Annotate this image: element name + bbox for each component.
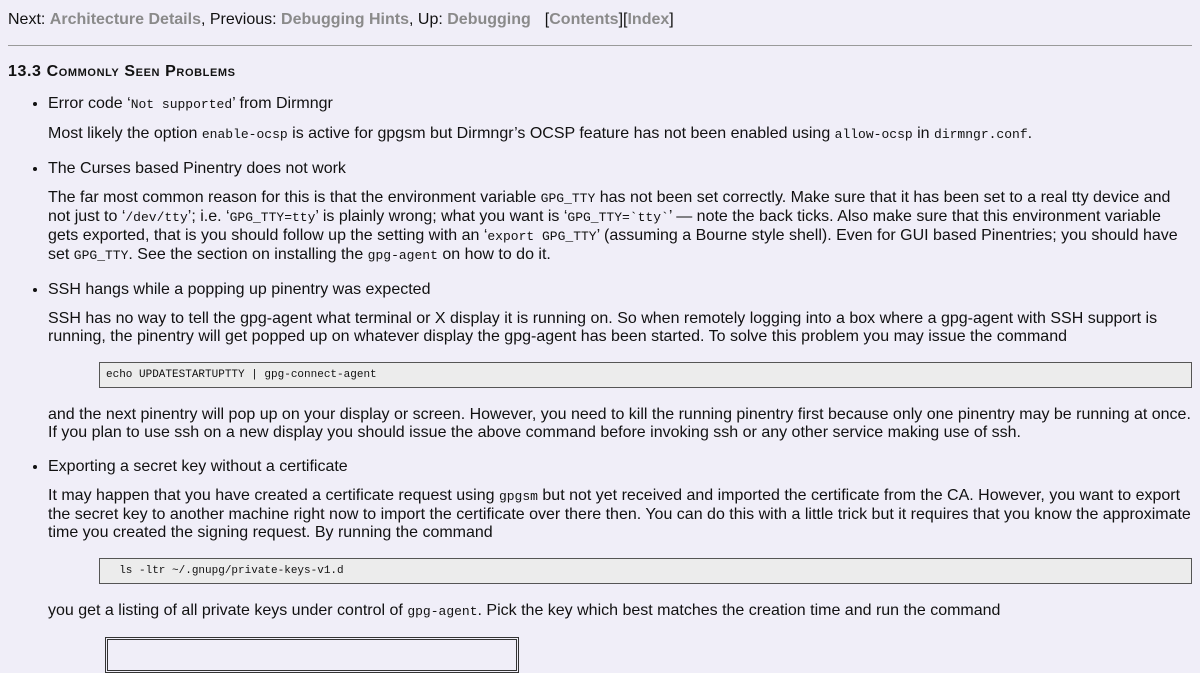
code: enable-ocsp: [201, 127, 288, 142]
code: gpg-agent: [367, 248, 438, 263]
text: ’; i.e. ‘: [187, 208, 230, 225]
text: It may happen that you have created a certificate request using: [48, 487, 499, 504]
text: ’ — note the back ticks. Also make sure that this environment variable gets exported, that is you should follow up the setting with an ‘: [48, 208, 1161, 244]
text: Most likely the option: [48, 125, 202, 142]
code: /dev/tty: [125, 210, 188, 225]
item-paragraph: [48, 602, 1192, 621]
contents-link[interactable]: Contents: [549, 11, 619, 28]
previous-link[interactable]: Debugging Hints: [281, 11, 409, 28]
text: Error code ‘: [48, 95, 131, 112]
up-label: , Up:: [409, 11, 443, 28]
item-paragraph: [48, 125, 1192, 144]
text: on how to do it.: [437, 246, 551, 263]
text: in: [912, 125, 935, 142]
code: gpg-agent: [407, 604, 478, 619]
code: Not supported: [130, 97, 233, 112]
navigation-header: [8, 0, 1192, 35]
text: you get a listing of all private keys under control of: [48, 602, 408, 619]
item-paragraph: SSH has no way to tell the gpg-agent what terminal or X display it is running on. So when remotely logging into a box where a gpg-agent with SSH support is running, the pinentry will get popped up on whatever display the gpg-agent has been started. To solve this problem you may issue the command: [48, 310, 1158, 345]
header-divider: [8, 45, 1192, 46]
code: dirmngr.conf: [934, 127, 1028, 142]
next-link[interactable]: Architecture Details: [49, 11, 201, 28]
text: . See the section on installing the: [128, 246, 368, 263]
previous-label: , Previous:: [200, 11, 277, 28]
code-example: ls -ltr ~/.gnupg/private-keys-v1.d: [99, 558, 1192, 584]
item-paragraph: [48, 189, 1192, 265]
text: has not been set correctly. Make sure that it has been set to a real tty device and not just to ‘: [48, 189, 1171, 225]
code: export GPG_TTY: [487, 229, 597, 244]
code: GPG_TTY: [73, 248, 129, 263]
list-item: [48, 458, 1192, 673]
item-title: • Exporting a secret key without a certificate: [48, 458, 348, 475]
code: gpgsm: [498, 489, 538, 504]
text: ’ (assuming a Bourne style shell). Even for GUI based Pinentries; you should have set: [48, 227, 1178, 263]
item-title: • SSH hangs while a popping up pinentry was expected: [48, 281, 431, 298]
problems-list: [8, 95, 1192, 673]
item-paragraph: and the next pinentry will pop up on your display or screen. However, you need to kill the running pinentry first because only one pinentry may be running at once. If you plan to use ssh on a new display you should issue the above command before invoking ssh or any other service making use of ssh.: [48, 406, 1191, 441]
bracket-open: [: [544, 11, 550, 28]
item-title: • The Curses based Pinentry does not work: [48, 160, 346, 177]
bracket-close: ]: [669, 11, 674, 28]
code: GPG_TTY=`tty`: [567, 210, 669, 225]
text: The far most common reason for this is that the environment variable: [48, 189, 541, 206]
list-item: [48, 281, 1192, 442]
item-paragraph: [48, 487, 1192, 542]
text: .: [1027, 125, 1033, 142]
code-example: echo UPDATESTARTUPTTY | gpg-connect-agent: [99, 362, 1192, 388]
code-box: [105, 637, 519, 673]
text: ’ is plainly wrong; what you want is ‘: [315, 208, 568, 225]
up-link[interactable]: Debugging: [447, 11, 531, 28]
index-link[interactable]: Index: [627, 11, 670, 28]
text: ’ from Dirmngr: [232, 95, 333, 112]
text: but not yet received and imported the certificate from the CA. However, you want to export the secret key to another machine right now to import the certificate over there then. You can do this with a little trick but it requires that you know the approximate time you created the signing request. By running the command: [48, 487, 1191, 541]
section-title: 13.3 Commonly Seen Problems: [8, 63, 236, 80]
item-title: [48, 95, 1192, 114]
list-item: [48, 95, 1192, 144]
code: allow-ocsp: [834, 127, 913, 142]
text: . Pick the key which best matches the creation time and run the command: [477, 602, 1001, 619]
code: GPG_TTY=tty: [229, 210, 316, 225]
list-item: [48, 160, 1192, 265]
code: GPG_TTY: [540, 191, 596, 206]
bracket-mid: ][: [618, 11, 628, 28]
text: is active for gpgsm but Dirmngr’s OCSP feature has not been enabled using: [287, 125, 835, 142]
next-label: Next:: [8, 11, 46, 28]
